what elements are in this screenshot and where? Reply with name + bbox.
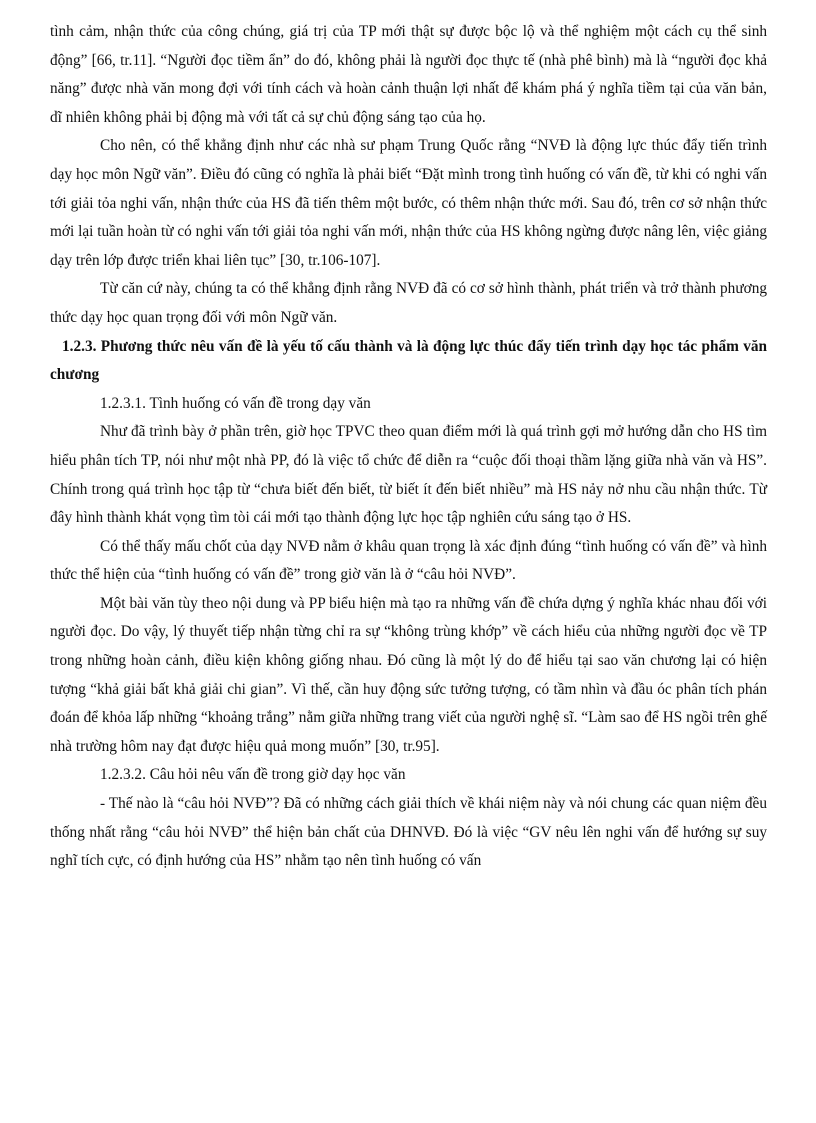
subsection-heading-1-2-3-1: 1.2.3.1. Tình huống có vấn đề trong dạy văn (100, 394, 371, 412)
paragraph-key-point: Có thể thấy mấu chốt của dạy NVĐ nằm ở khâu quan trọng là xác định đúng “tình huống có vấn đề” và hình thức thể hiện của “tình huống có vấn đề” trong giờ văn là ở “câu hỏi NVĐ”. (50, 537, 767, 584)
paragraph-conclusion: Từ căn cứ này, chúng ta có thể khẳng định rằng NVĐ đã có cơ sở hình thành, phát triển và trở thành phương thức dạy học quan trọng đối với môn Ngữ văn. (50, 280, 767, 326)
section-heading-1-2-3: 1.2.3. Phương thức nêu vấn đề là yếu tố cấu thành và là động lực thúc đẩy tiến trình dạy học tác phẩm văn chương (50, 337, 767, 384)
paragraph-literature-lesson: Như đã trình bày ở phần trên, giờ học TPVC theo quan điểm mới là quá trình gợi mở hướng dẫn cho HS tìm hiểu phân tích TP, nói như một nhà PP, đó là việc tổ chức để diễn ra “cuộc đối thoại thầm lặng giữa nhà văn và HS”. Chính trong quá trình học tập từ “chưa biết đến biết, từ biết ít đến biết nhiều” mà HS nảy nở nhu cầu nhận thức. Từ đây hình thành khát vọng tìm tòi cái mới tạo thành động lực học tập nghiên cứu sáng tạo ở HS. (50, 423, 767, 527)
document-page (50, 18, 767, 876)
paragraph-reception-theory: Một bài văn tùy theo nội dung và PP biểu hiện mà tạo ra những vấn đề chứa dựng ý nghĩa khác nhau đối với người đọc. Do vậy, lý thuyết tiếp nhận từng chỉ ra sự “không trùng khớp” về cách hiểu của những người đọc về TP trong những hoàn cảnh, điều kiện không giống nhau. Đó cũng là một lý do để hiểu tại sao văn chương lại có hiện tượng “khả giải bất khả giải chi gian”. Vì thế, cần huy động sức tưởng tượng, có tầm nhìn và đầu óc phân tích phán đoán để khỏa lấp những “khoảng trắng” nằm giữa những trang viết của người nghệ sĩ. “Làm sao để HS ngồi trên ghế nhà trường hôm nay đạt được hiệu quả mong muốn” [30, tr.95]. (50, 594, 767, 755)
paragraph-nvd-motivation: Cho nên, có thể khẳng định như các nhà sư phạm Trung Quốc rằng “NVĐ là động lực thúc đẩy tiến trình dạy học môn Ngữ văn”. Điều đó cũng có nghĩa là phải biết “Đặt mình trong tình huống có vấn đề, từ khi có nghi vấn tới giải tỏa nghi vấn, nhận thức của HS đã tiến thêm một bước, có thêm nhận thức mới. Sau đó, trên cơ sở nhận thức mới lại tuần hoàn từ có nghi vấn tới giải tỏa nghi vấn mới, nhận thức của HS không ngừng được nâng lên, việc giảng dạy trên lớp được triển khai liên tục” [30, tr.106-107]. (50, 137, 767, 269)
paragraph-continuation: tình cảm, nhận thức của công chúng, giá trị của TP mới thật sự được bộc lộ và thể nghiệm một cách cụ thể sinh động” [66, tr.11]. “Người đọc tiềm ẩn” do đó, không phải là người đọc thực tế (nhà phê bình) mà là “người đọc khả năng” được nhà văn mong đợi với tính cách và hoàn cảnh thuận lợi nhất để khám phá ý nghĩa tiềm tại của văn bản, dĩ nhiên không phải bị động mà với tất cả sự chủ động sáng tạo của họ. (50, 23, 767, 126)
subsection-heading-1-2-3-2: 1.2.3.2. Câu hỏi nêu vấn đề trong giờ dạy học văn (100, 766, 406, 784)
paragraph-question-definition: - Thế nào là “câu hỏi NVĐ”? Đã có những cách giải thích về khái niệm này và nói chung các quan niệm đều thống nhất rằng “câu hỏi NVĐ” thể hiện bản chất của DHNVĐ. Đó là việc “GV nêu lên nghi vấn để hướng sự suy nghĩ tích cực, có định hướng của HS” nhằm tạo nên tình huống có vấn (50, 795, 767, 870)
